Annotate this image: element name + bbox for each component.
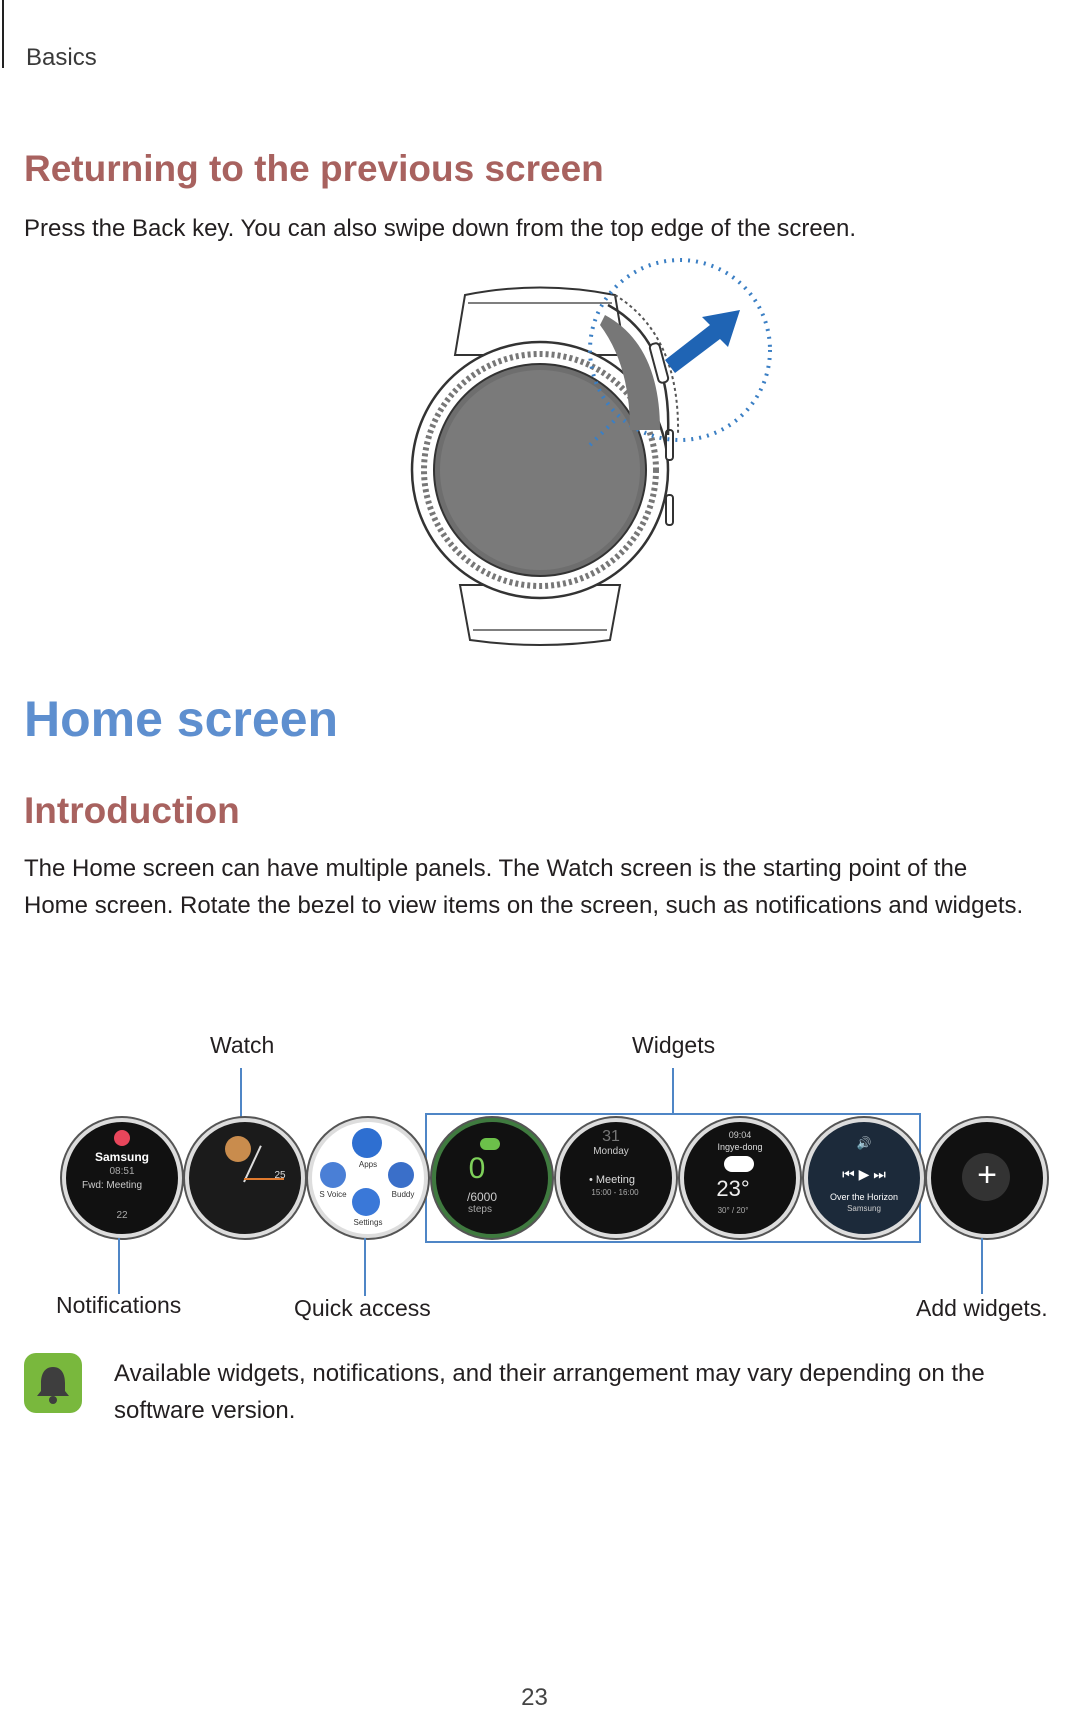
cloud-icon [724,1156,754,1172]
quick-svoice-label: S Voice [319,1190,347,1199]
music-artist: Samsung [847,1204,881,1213]
screen-weather-widget [680,1118,800,1238]
leader-line-notifications [118,1238,120,1294]
note-line1: Available widgets, notifications, and their arrangement may vary depending on the [114,1360,985,1387]
watch-date: 25 [274,1170,286,1181]
bell-icon [24,1353,82,1413]
music-title: Over the Horizon [829,1192,899,1202]
section-title-returning: Returning to the previous screen [24,148,604,189]
buddy-icon [388,1162,414,1188]
running-head: Basics [26,44,97,71]
notification-count: 22 [116,1210,128,1221]
add-widget-plus-icon[interactable]: + [977,1156,997,1194]
quick-settings-label: Settings [353,1218,383,1227]
steps-count: 0 [468,1152,486,1185]
calendar-day-number: 31 [602,1128,620,1145]
label-quick-access: Quick access [294,1295,431,1321]
label-notifications: Notifications [56,1292,182,1318]
page-number: 23 [521,1684,548,1711]
settings-gear-icon [352,1188,380,1216]
note-line2: software version. [114,1397,296,1424]
section2-body-line2: Home screen. Rotate the bezel to view items on the screen, such as notifications and widgets. [24,892,1024,919]
volume-icon[interactable]: 🔊 [856,1136,872,1150]
screen-music-widget [804,1118,924,1238]
section-title-home-screen: Home screen [24,691,339,747]
screen-steps-widget [432,1118,552,1238]
label-widgets: Widgets [632,1032,716,1058]
section1-body: Press the Back key. You can also swipe down from the top edge of the screen. [24,215,857,242]
screen-calendar-widget [556,1118,676,1238]
weather-temp: 23° [716,1176,750,1201]
calendar-day-name: Monday [593,1146,629,1157]
label-watch: Watch [210,1032,275,1058]
svoice-icon [320,1162,346,1188]
screen-add-widget[interactable] [927,1118,1047,1238]
notification-message: Fwd: Meeting [81,1180,143,1191]
apps-icon [352,1128,382,1158]
shoe-icon [480,1138,500,1150]
header-rule [2,0,4,68]
screen-quick-access [308,1118,428,1238]
moonphase-icon [225,1136,251,1162]
music-controls[interactable]: ⏮ ▶ ⏭ [842,1166,886,1182]
leader-line-quick-access [364,1238,366,1296]
leader-line-widgets [672,1068,674,1113]
quick-buddy-label: Buddy [391,1190,415,1199]
screen-watch-face [185,1118,305,1238]
notification-time: 08:51 [109,1166,135,1177]
subsection-title-introduction: Introduction [24,790,240,831]
quick-apps-label: Apps [358,1160,378,1169]
label-add-widgets: Add widgets. [916,1295,1048,1321]
leader-line-add-widgets [981,1238,983,1294]
calendar-event: • Meeting [588,1174,636,1186]
screen-notification [62,1118,182,1238]
steps-goal: /6000 [466,1190,498,1204]
section2-body-line1: The Home screen can have multiple panels. The Watch screen is the starting point of the [24,855,968,882]
weather-location: Ingye-dong [717,1142,763,1152]
weather-range: 30° / 20° [717,1206,749,1215]
watch-back-key-illustration [410,255,850,665]
notification-app-icon [114,1130,130,1146]
notification-sender: Samsung [94,1150,149,1164]
weather-time: 09:04 [728,1130,752,1140]
steps-unit: steps [468,1204,492,1215]
calendar-event-time: 15:00 - 16:00 [591,1188,639,1197]
leader-line-watch [240,1068,242,1118]
